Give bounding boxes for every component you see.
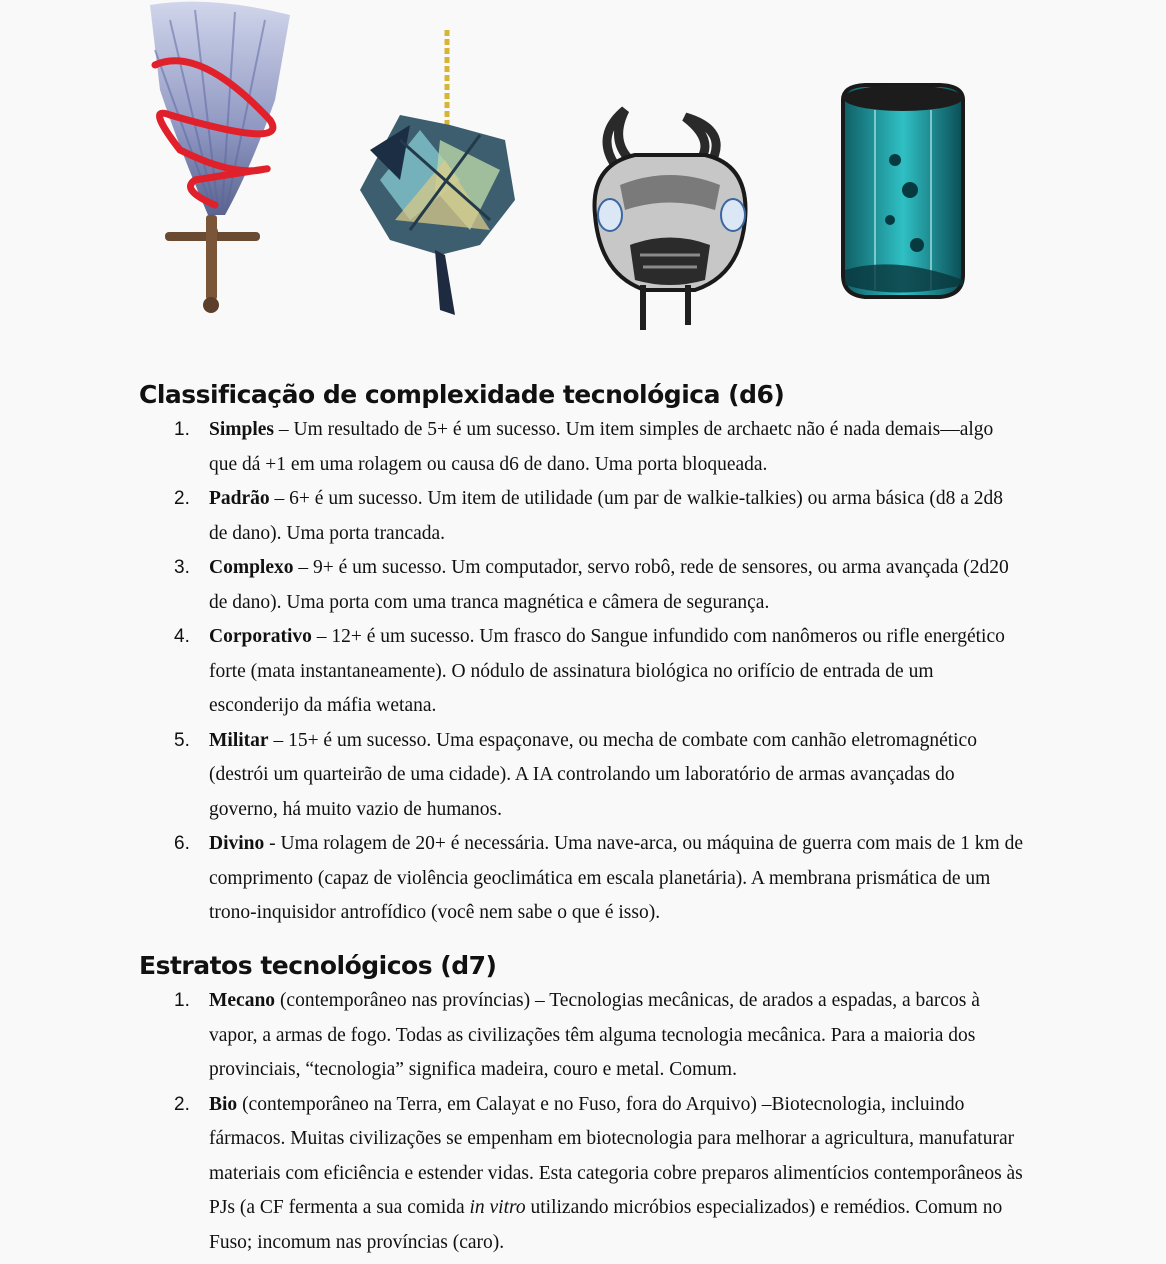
item-number: 1. bbox=[174, 419, 190, 440]
item-term: Mecano bbox=[209, 990, 276, 1011]
item-term: Militar bbox=[209, 729, 269, 751]
item-term: Simples bbox=[209, 419, 275, 440]
item-description: – Um resultado de 5+ é um sucesso. Um item simples de archaetc não é nada demais—algo que dá +1 em uma rolagem ou causa d6 de dano. Uma porta bloqueada. bbox=[209, 419, 994, 475]
list-item bbox=[0, 620, 1166, 724]
item-description bbox=[209, 1094, 1023, 1253]
item-description-part: utilizando micróbios especializados) e remédios. Comum no Fuso; incomum nas províncias (caro). bbox=[209, 1197, 1003, 1253]
item-number: 1. bbox=[174, 990, 190, 1011]
item-term: Corporativo bbox=[209, 626, 312, 647]
item-description: (contemporâneo nas províncias) – Tecnologias mecânicas, de arados a espadas, a barcos à vapor, a armas de fogo. Todas as civilizações têm alguma tecnologia mecânica. Para a maioria dos provinciais, “tecnologia” significa madeira, couro e metal. Comum. bbox=[209, 990, 980, 1080]
complexity-list bbox=[0, 413, 1166, 931]
item-number: 2. bbox=[174, 488, 190, 509]
item-description: – 6+ é um sucesso. Um item de utilidade (um par de walkie-talkies) ou arma básica (d8 a 2d8 de dano). Uma porta trancada. bbox=[209, 488, 1004, 544]
item-description: - Uma rolagem de 20+ é necessária. Uma nave-arca, ou máquina de guerra com mais de 1 km de comprimento (capaz de violência geoclimática em escala planetária). A membrana prismática de um trono-inquisidor antrofídico (você nem sabe o que é isso). bbox=[209, 833, 1023, 923]
italic-term: in vitro bbox=[469, 1197, 526, 1218]
item-description: – 9+ é um sucesso. Um computador, servo robô, rede de sensores, ou arma avançada (2d20 de dano). Uma porta com uma tranca magnética e câmera de segurança. bbox=[209, 557, 1009, 613]
item-term: Bio bbox=[209, 1093, 238, 1115]
beetle-mask-illustration bbox=[585, 105, 755, 335]
item-description: – 15+ é um sucesso. Uma espaçonave, ou mecha de combate com canhão eletromagnético (destrói um quarteirão de uma cidade). A IA controlando um laboratório de armas avançadas do governo, há muito vazio de humanos. bbox=[209, 729, 977, 820]
list-item bbox=[0, 984, 1166, 1088]
list-item bbox=[0, 827, 1166, 931]
item-number: 3. bbox=[174, 557, 190, 578]
section-heading-complexity: Classificação de complexidade tecnológica (d6) bbox=[139, 380, 785, 409]
list-item bbox=[0, 413, 1166, 482]
section-heading-strata: Estratos tecnológicos (d7) bbox=[139, 951, 497, 980]
illustration-strip bbox=[0, 0, 1166, 345]
crystal-cluster-illustration bbox=[340, 30, 525, 320]
strata-list bbox=[0, 984, 1166, 1260]
item-term: Divino bbox=[209, 833, 265, 854]
item-description-part: (contemporâneo na Terra, em Calayat e no Fuso, fora do Arquivo) –Biotecnologia, incluindo fármacos. Muitas civilizações se empenham em biotecnologia para melhorar a agricultura, manufaturar materiais com eficiência e estender vidas. Esta categoria cobre preparos alimentícios contemporâneos às PJs (a CF fermenta a sua comida bbox=[209, 1093, 1023, 1218]
item-term: Padrão bbox=[209, 488, 270, 509]
list-item bbox=[0, 724, 1166, 828]
item-number: 4. bbox=[174, 626, 190, 647]
item-number: 2. bbox=[174, 1093, 190, 1115]
glass-cylinder-illustration bbox=[835, 80, 975, 305]
item-number: 5. bbox=[174, 729, 190, 751]
item-description: – 12+ é um sucesso. Um frasco do Sangue infundido com nanômeros ou rifle energético forte (mata instantaneamente). O nódulo de assinatura biológica no orifício de entrada de um esconderijo da máfia wetana. bbox=[209, 626, 1005, 716]
item-number: 6. bbox=[174, 833, 190, 854]
list-item bbox=[0, 482, 1166, 551]
list-item bbox=[0, 551, 1166, 620]
item-term: Complexo bbox=[209, 557, 294, 578]
sword-illustration bbox=[140, 0, 300, 325]
list-item bbox=[0, 1088, 1166, 1261]
